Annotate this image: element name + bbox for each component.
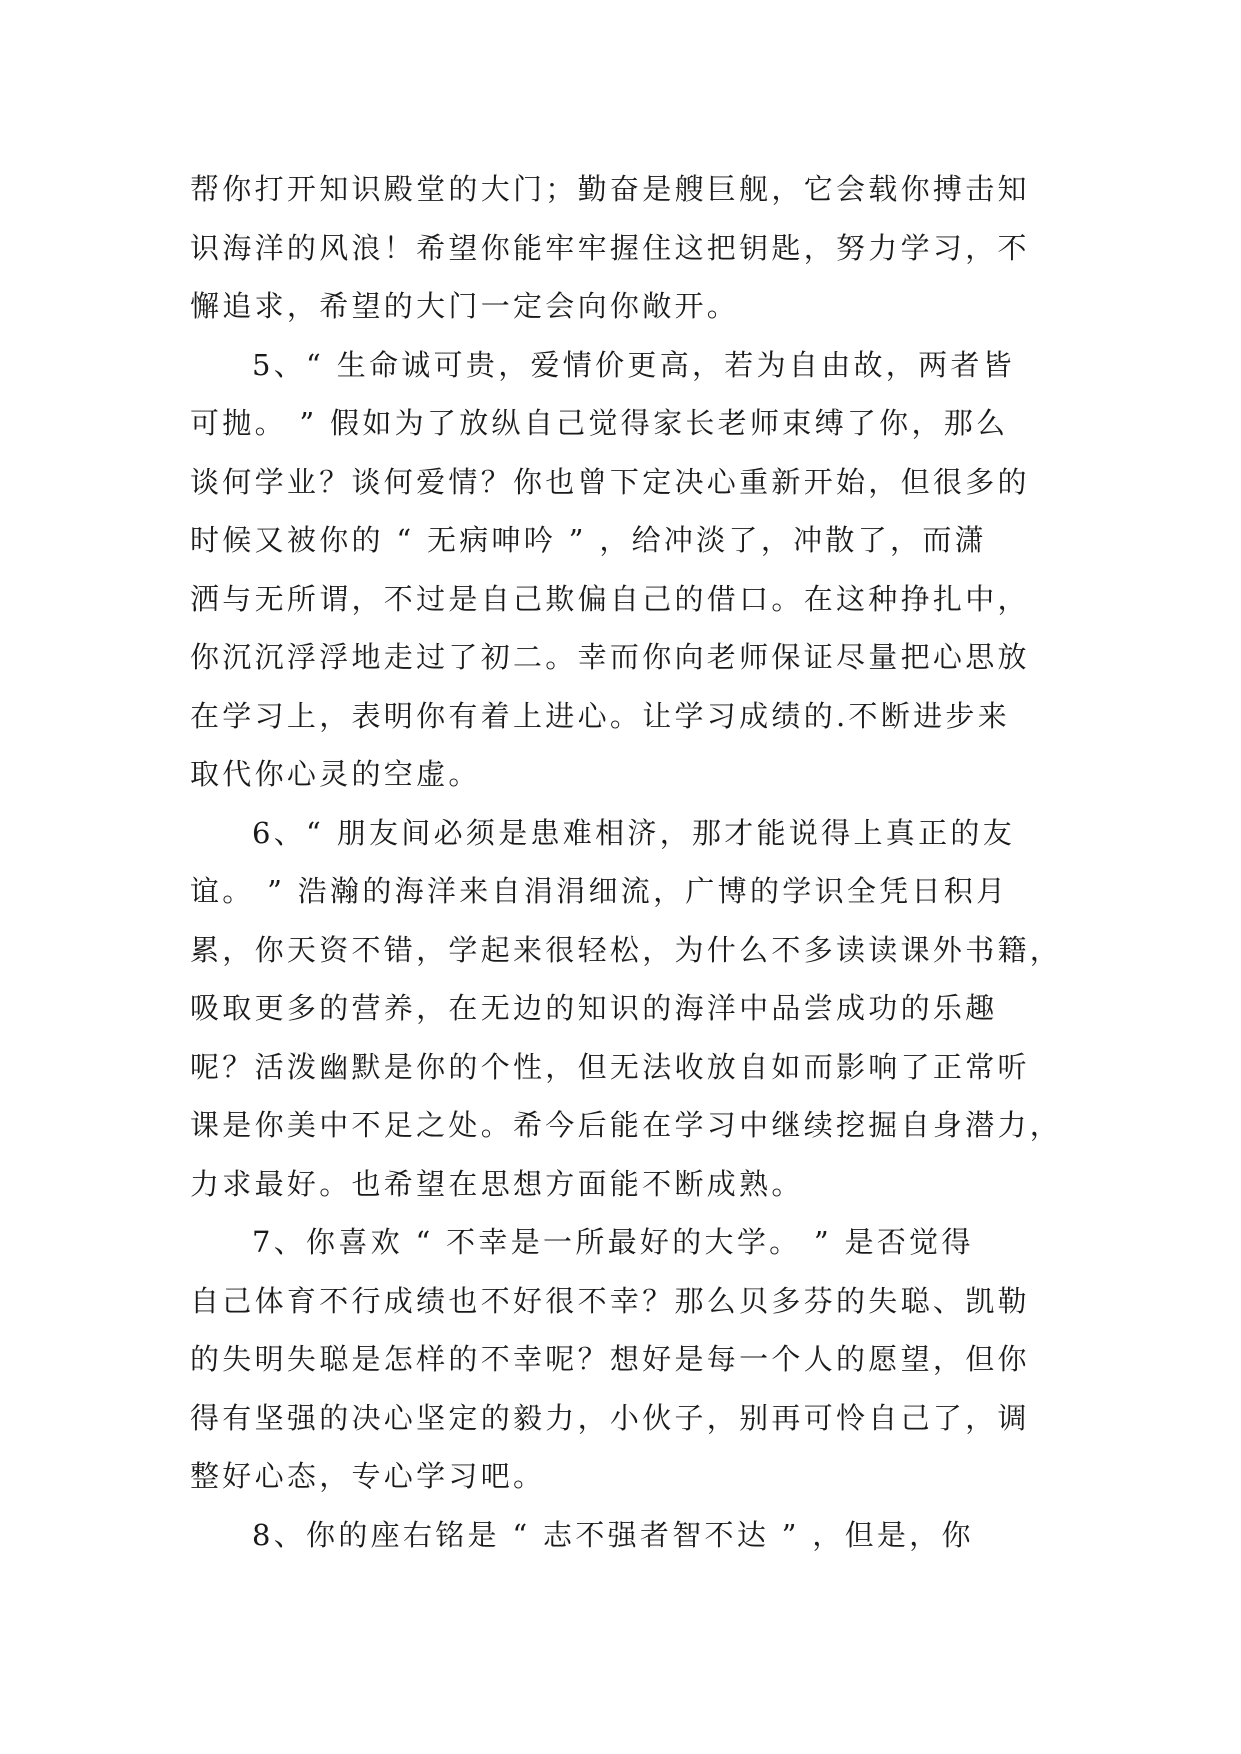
- text-line: 取代你心灵的空虚。: [190, 757, 481, 791]
- text-line: 识海洋的风浪！希望你能牢牢握住这把钥匙，努力学习，不: [190, 230, 1030, 265]
- text-line: 懈追求，希望的大门一定会向你敞开。: [190, 289, 740, 323]
- text-line: 谊。 ” 浩瀚的海洋来自涓涓细流，广博的学识全凭日积月: [190, 874, 1009, 908]
- document-body: [190, 160, 1070, 1564]
- text-line: 吸取更多的营养，在无边的知识的海洋中品尝成功的乐趣: [190, 991, 998, 1025]
- text-line: 时候又被你的 “ 无病呻吟 ” ，给冲淡了，冲散了，而潇: [190, 523, 987, 557]
- text-line: 的失明失聪是怎样的不幸呢？想好是每一个人的愿望，但你: [190, 1342, 1030, 1376]
- paragraph-start-line: 5、“ 生命诚可贵，爱情价更高，若为自由故，两者皆: [252, 347, 1015, 382]
- text-line: 洒与无所谓，不过是自己欺偏自己的借口。在这种挣扎中，: [190, 581, 1030, 616]
- text-line: 自己体育不行成绩也不好很不幸？那么贝多芬的失聪、凯勒: [190, 1283, 1030, 1318]
- text-line: 累，你天资不错，学起来很轻松，为什么不多读读课外书籍，: [190, 932, 1063, 967]
- paragraph-start-line: 6、“ 朋友间必须是患难相济，那才能说得上真正的友: [252, 815, 1015, 850]
- text-line: 力求最好。也希望在思想方面能不断成熟。: [190, 1166, 804, 1201]
- paragraph-start-line: 7、你喜欢 “ 不幸是一所最好的大学。 ” 是否觉得: [252, 1225, 974, 1259]
- text-line: 整好心态，专心学习吧。: [190, 1459, 546, 1493]
- text-line: 呢？活泼幽默是你的个性，但无法收放自如而影响了正常听: [190, 1049, 1030, 1084]
- text-line: 你沉沉浮浮地走过了初二。幸而你向老师保证尽量把心思放: [190, 640, 1030, 674]
- text-line: 帮你打开知识殿堂的大门；勤奋是艘巨舰，它会载你搏击知: [190, 172, 1030, 206]
- paragraph-start-line: 8、你的座右铭是 “ 志不强者智不达 ” ，但是，你: [252, 1517, 974, 1552]
- text-line: 谈何学业？谈何爱情？你也曾下定决心重新开始，但很多的: [190, 464, 1030, 499]
- text-line: 得有坚强的决心坚定的毅力，小伙子，别再可怜自己了，调: [190, 1400, 1030, 1435]
- text-line: 在学习上，表明你有着上进心。让学习成绩的.不断进步来: [190, 698, 1011, 733]
- text-line: 可抛。 ” 假如为了放纵自己觉得家长老师束缚了你，那么: [190, 406, 1009, 440]
- text-line: 课是你美中不足之处。希今后能在学习中继续挖掘自身潜力，: [190, 1108, 1063, 1142]
